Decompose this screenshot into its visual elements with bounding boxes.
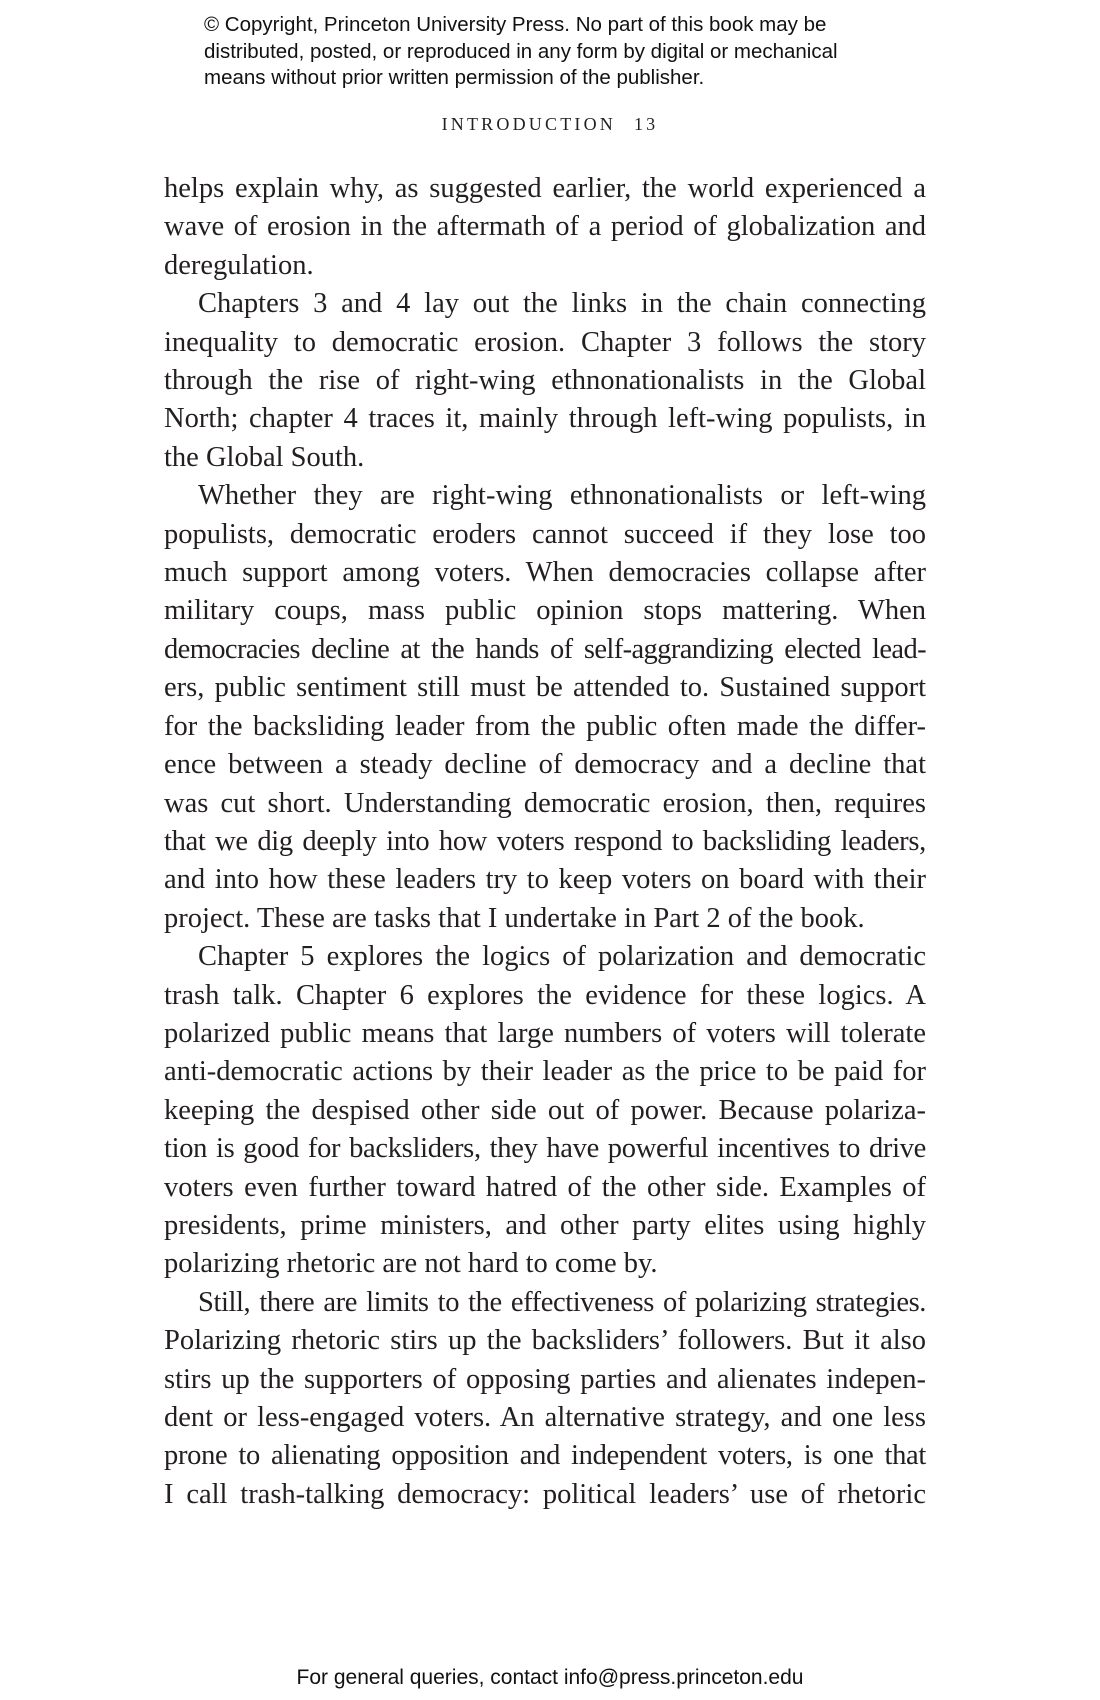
paragraph xyxy=(164,477,926,938)
text-line: and into how these leaders try to keep voters on board with their xyxy=(164,864,926,896)
text-line: presidents, prime ministers, and other party elites using highly xyxy=(164,1209,926,1241)
text-line: much support among voters. When democracies collapse after xyxy=(164,557,926,589)
copyright-line: distributed, posted, or reproduced in any form by digital or mechanical xyxy=(204,39,838,63)
text-line: Whether they are right-wing ethnonationalists or left-wing xyxy=(198,480,926,512)
paragraph xyxy=(164,170,926,285)
text-line: I call trash-talking democracy: political leaders’ use of rhetoric xyxy=(164,1478,926,1510)
text-line: prone to alienating opposition and independent voters, is one that xyxy=(164,1440,926,1472)
text-line: trash talk. Chapter 6 explores the evidence for these logics. A xyxy=(164,979,926,1011)
text-line: the Global South. xyxy=(164,441,365,473)
text-line: project. These are tasks that I undertake in Part 2 of the book. xyxy=(164,902,865,934)
text-line: military coups, mass public opinion stops mattering. When xyxy=(164,595,926,627)
text-line: inequality to democratic erosion. Chapter 3 follows the story xyxy=(164,326,926,358)
text-line: stirs up the supporters of opposing parties and alienates indepen- xyxy=(164,1363,926,1395)
text-line: wave of erosion in the aftermath of a period of globalization and xyxy=(164,211,926,243)
footer-contact: For general queries, contact info@press.princeton.edu xyxy=(296,1666,804,1689)
text-line: that we dig deeply into how voters respond to backsliding leaders, xyxy=(164,825,926,857)
paragraph xyxy=(164,938,926,1284)
copyright-line: means without prior written permission of the publisher. xyxy=(204,66,705,89)
text-line: through the rise of right-wing ethnonationalists in the Global xyxy=(164,365,926,397)
text-line: Polarizing rhetoric stirs up the backsliders’ followers. But it also xyxy=(164,1325,926,1357)
page-number: 13 xyxy=(633,114,659,134)
text-line: dent or less-engaged voters. An alternative strategy, and one less xyxy=(164,1402,926,1433)
text-line: polarizing rhetoric are not hard to come by. xyxy=(164,1248,658,1280)
paragraph xyxy=(164,285,926,477)
text-line: keeping the despised other side out of power. Because polariza- xyxy=(164,1094,926,1126)
copyright-notice xyxy=(204,12,964,92)
text-line: tion is good for backsliders, they have powerful incentives to drive xyxy=(164,1133,926,1165)
text-line: populists, democratic eroders cannot succeed if they lose too xyxy=(164,518,926,550)
text-line: polarized public means that large numbers of voters will tolerate xyxy=(164,1017,926,1049)
text-line: helps explain why, as suggested earlier, the world experienced a xyxy=(164,173,926,204)
text-line: for the backsliding leader from the public often made the differ- xyxy=(164,710,926,742)
copyright-line: © Copyright, Princeton University Press. No part of this book may be xyxy=(204,13,827,36)
running-head-section: INTRODUCTION xyxy=(441,114,616,134)
text-line: democracies decline at the hands of self-aggrandizing elected lead- xyxy=(164,633,926,665)
text-line: Chapter 5 explores the logics of polarization and democratic xyxy=(198,941,926,973)
text-line: deregulation. xyxy=(164,249,314,281)
text-line: Chapters 3 and 4 lay out the links in the chain connecting xyxy=(198,288,926,320)
paragraph xyxy=(164,1284,926,1514)
text-line: anti-democratic actions by their leader as the price to be paid for xyxy=(164,1056,926,1088)
body-text xyxy=(164,170,926,1514)
text-line: was cut short. Understanding democratic erosion, then, requires xyxy=(164,787,926,819)
text-line: ers, public sentiment still must be attended to. Sustained support xyxy=(164,672,926,704)
text-line: voters even further toward hatred of the other side. Examples of xyxy=(164,1171,926,1203)
text-line: ence between a steady decline of democracy and a decline that xyxy=(164,749,926,781)
running-head xyxy=(0,114,1100,135)
text-line: Still, there are limits to the effectiveness of polarizing strategies. xyxy=(198,1286,926,1318)
text-line: North; chapter 4 traces it, mainly through left-wing populists, in xyxy=(164,403,926,435)
